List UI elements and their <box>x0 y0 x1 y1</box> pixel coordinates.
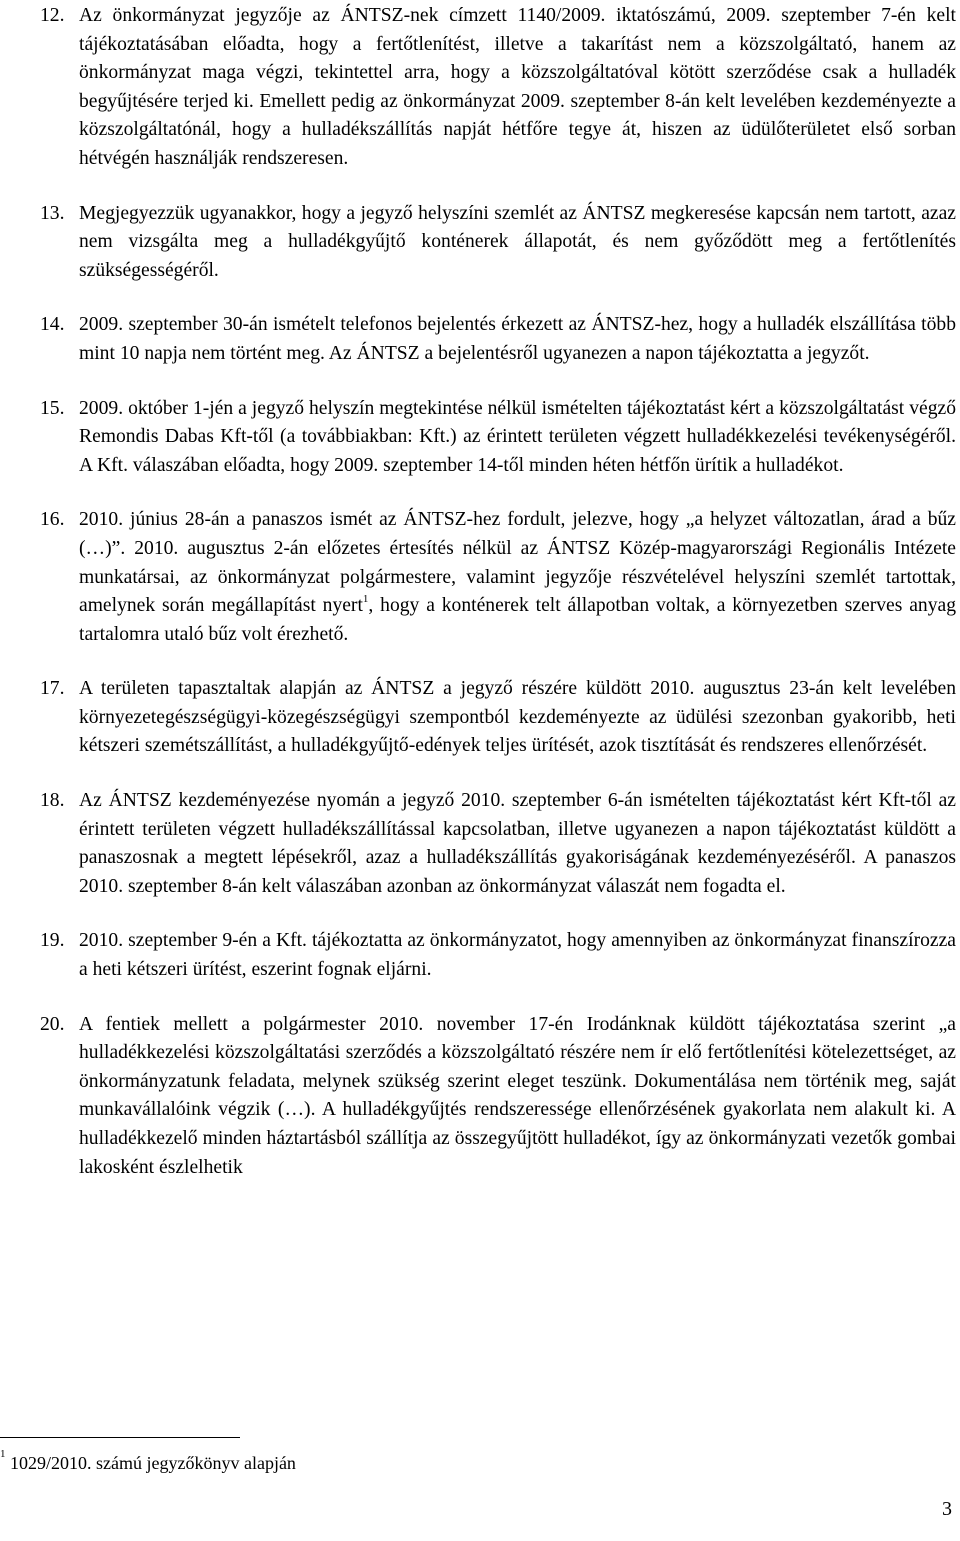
list-item <box>40 200 956 286</box>
item-text: 2010. szeptember 9-én a Kft. tájékoztatta az önkormányzatot, hogy amennyiben az önkormányzat finanszírozza a heti kétszeri ürítést, eszerint fognak eljárni. <box>79 930 956 981</box>
item-text-before-note: 2010. június 28-án a panaszos ismét az ÁNTSZ-hez fordult, jelezve, hogy „a helyzet változatlan, árad a bűz (…)”. 2010. augusztus 2-án előzetes értesítés nélkül az ÁNTSZ Közép-magyarországi Regionális Intézete munkatársai, az önkormányzat polgármestere, valamint jegyzője részvételével helyszíni szemlét tartottak, amelynek során megállapítást nyert <box>79 509 956 617</box>
item-text: 2009. október 1-jén a jegyző helyszín megtekintése nélkül ismételten tájékoztatást kért a közszolgáltatást végző Remondis Dabas Kft-től (a továbbiakban: Kft.) az érintett területen végzett hulladékkezelési tevékenységéről. A Kft. válaszában előadta, hogy 2009. szeptember 14-től minden héten hétfőn ürítik a hulladékot. <box>79 397 956 476</box>
item-text: Megjegyezzük ugyanakkor, hogy a jegyző helyszíni szemlét az ÁNTSZ megkeresése kapcsán nem tartott, azaz nem vizsgálta meg a hulladékgyűjtő konténerek állapotát, és nem győződött meg a fertőtlenítés szükségességéről. <box>79 202 956 281</box>
list-item <box>40 311 956 368</box>
item-number: 12. <box>40 5 65 26</box>
page-number: 3 <box>942 1498 952 1520</box>
item-number: 15. <box>40 397 65 419</box>
item-text: Az önkormányzat jegyzője az ÁNTSZ-nek címzett 1140/2009. iktatószámú, 2009. szeptember 7-én kelt tájékoztatásában előadta, hogy a fertőtlenítést, illetve a takarítást nem a közszolgáltató, hanem az önkormányzat maga végzi, tekintettel arra, hogy a közszolgáltatóval kötött szerződése csak a hulladék begyűjtésére terjed ki. Emellett pedig az önkormányzat 2009. szeptember 8-án kelt levelében kezdeményezte a közszolgáltatónál, hogy a hulladékszállítás napját hétfőre tegye át, hiszen az üdülőterületet első sorban hétvégén használják rendszeresen. <box>79 5 956 169</box>
list-item <box>40 506 956 649</box>
list-item <box>40 1011 956 1183</box>
footnote-mark: 1 <box>0 1448 6 1460</box>
item-text <box>79 506 956 649</box>
footnote-separator <box>0 1437 240 1438</box>
item-text-after-note: , hogy a konténerek telt állapotban voltak, a környezetben szerves anyag tartalomra utaló bűz volt érezhető. <box>79 595 956 645</box>
list-item <box>40 395 956 481</box>
item-number: 18. <box>40 790 65 812</box>
footnote-text: 1029/2010. számú jegyzőkönyv alapján <box>10 1453 296 1473</box>
item-text: Az ÁNTSZ kezdeményezése nyomán a jegyző 2010. szeptember 6-án ismételten tájékoztatást kért Kft-től az érintett területen végzett hulladékszállítással kapcsolatban, illetve ugyanezen a napon tájékoztatást küldött a panaszosnak a megtett lépésekről, azaz a hulladékszállítás gyakoriságának kezdeményezéséről. A panaszos 2010. szeptember 8-án kelt válaszában azonban az önkormányzat válaszát nem fogadta el. <box>79 790 956 897</box>
footnote-reference: 1 <box>362 592 369 605</box>
item-number: 13. <box>40 202 65 224</box>
footnote <box>0 1448 296 1474</box>
item-text: 2009. szeptember 30-án ismételt telefonos bejelentés érkezett az ÁNTSZ-hez, hogy a hulladék elszállítása több mint 10 napja nem történt meg. Az ÁNTSZ a bejelentésről ugyanezen a napon tájékoztatta a jegyzőt. <box>79 314 956 364</box>
list-item <box>40 927 956 984</box>
item-number: 14. <box>40 314 65 336</box>
item-number: 19. <box>40 930 65 952</box>
list-item <box>40 675 956 761</box>
item-number: 17. <box>40 678 65 700</box>
list-item <box>40 787 956 901</box>
item-number: 16. <box>40 509 65 531</box>
paragraph-list <box>40 2 956 1208</box>
item-text: A fentiek mellett a polgármester 2010. november 17-én Irodánknak küldött tájékoztatása szerint „a hulladékkezelési közszolgáltatási szerződés a közszolgáltató részére nem ír elő fertőtlenítési kötelezettséget, az önkormányzatunk feladata, melynek szükség szerint eleget teszünk. Dokumentálása nem történik meg, saját munkavállalóink végzik (…). A hulladékgyűjtés rendszeressége ellenőrzésének gyakorlata nem alakult ki. A hulladékkezelő minden háztartásból szállítja az összegyűjtött hulladékot, így az önkormányzati vezetők gombai lakosként észlelhetik <box>79 1013 956 1178</box>
item-text: A területen tapasztaltak alapján az ÁNTSZ a jegyző részére küldött 2010. augusztus 23-án kelt levelében környezetegészségügyi-közegészségügyi szempontból kezdeményezte az üdülési szezonban gyakoribb, heti kétszeri szemétszállítást, a hulladékgyűjtő-edények teljes ürítését, azok tisztítását és rendszeres ellenőrzését. <box>79 678 956 757</box>
list-item <box>40 2 956 174</box>
item-number: 20. <box>40 1013 65 1035</box>
